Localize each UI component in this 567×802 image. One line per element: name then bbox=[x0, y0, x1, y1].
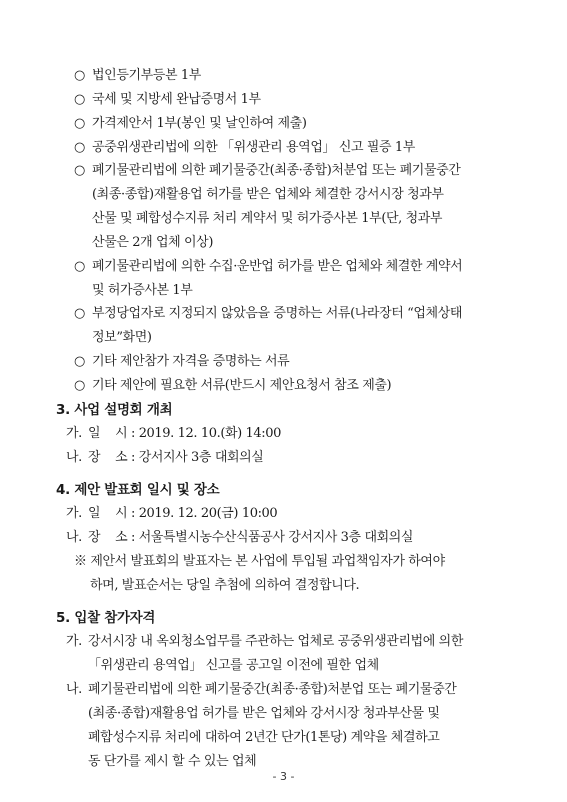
bullet-item: ○ 폐기물관리법에 의한 폐기물중간(최종·종합)처분업 또는 폐기물중간 bbox=[74, 163, 461, 178]
bullet-item: ○ 공중위생관리법에 의한 「위생관리 용역업」 신고 필증 1부 bbox=[74, 140, 415, 155]
section-heading: 5. 입찰 참가자격 bbox=[56, 610, 156, 626]
bullet-item: ○ 폐기물관리법에 의한 수집·운반업 허가를 받은 업체와 체결한 계약서 bbox=[74, 259, 463, 274]
section-item: 나. 폐기물관리법에 의한 폐기물중간(최종·종합)처분업 또는 폐기물중간 bbox=[66, 682, 457, 697]
section-item: 나. 장 소 : 강서지사 3층 대회의실 bbox=[66, 450, 264, 465]
section-item: 가. 강서시장 내 옥외청소업무를 주관하는 업체로 공중위생관리법에 의한 bbox=[66, 634, 463, 649]
bullet-item-continuation: 산물 및 폐합성수지류 처리 계약서 및 허가증사본 1부(단, 청과부 bbox=[92, 211, 443, 226]
section-item-continuation: (최종·종합)재활용업 허가를 받은 업체와 강서시장 청과부산물 및 bbox=[88, 706, 440, 721]
note: ※ 제안서 발표회의 발표자는 본 사업에 투입될 과업책임자가 하여야 bbox=[74, 554, 445, 569]
section-item: 가. 일 시 : 2019. 12. 10.(화) 14:00 bbox=[66, 426, 282, 441]
section-heading: 4. 제안 발표회 일시 및 장소 bbox=[56, 482, 220, 498]
note-continuation: 하며, 발표순서는 당일 추첨에 의하여 결정합니다. bbox=[90, 578, 360, 593]
section-item: 나. 장 소 : 서울특별시농수산식품공사 강서지사 3층 대회의실 bbox=[66, 530, 414, 545]
bullet-item: ○ 부정당업자로 지정되지 않았음을 증명하는 서류(나라장터 “업체상태 bbox=[74, 306, 463, 321]
bullet-item: ○ 가격제안서 1부(봉인 및 날인하여 제출) bbox=[74, 116, 307, 131]
section-item-continuation: 동 단가를 제시 할 수 있는 업체 bbox=[88, 754, 257, 769]
bullet-item: ○ 법인등기부등본 1부 bbox=[74, 68, 201, 83]
section-item-continuation: 「위생관리 용역업」 신고를 공고일 이전에 필한 업체 bbox=[88, 658, 379, 673]
section-item: 가. 일 시 : 2019. 12. 20(금) 10:00 bbox=[66, 506, 278, 521]
bullet-item-continuation: (최종·종합)재활용업 허가를 받은 업체와 체결한 강서시장 청과부 bbox=[92, 187, 444, 202]
section-heading: 3. 사업 설명회 개최 bbox=[56, 402, 173, 418]
bullet-item-continuation: 산물은 2개 업체 이상) bbox=[92, 235, 214, 250]
bullet-item: ○ 기타 제안에 필요한 서류(반드시 제안요청서 참조 제출) bbox=[74, 378, 392, 393]
bullet-item-continuation: 및 허가증사본 1부 bbox=[92, 283, 193, 298]
bullet-item: ○ 국세 및 지방세 완납증명서 1부 bbox=[74, 92, 261, 107]
section-item-continuation: 폐합성수지류 처리에 대하여 2년간 단가(1톤당) 계약을 체결하고 bbox=[88, 730, 440, 745]
page-number: - 3 - bbox=[272, 770, 295, 783]
bullet-item: ○ 기타 제안참가 자격을 증명하는 서류 bbox=[74, 354, 290, 369]
bullet-item-continuation: 정보”화면) bbox=[92, 330, 152, 345]
